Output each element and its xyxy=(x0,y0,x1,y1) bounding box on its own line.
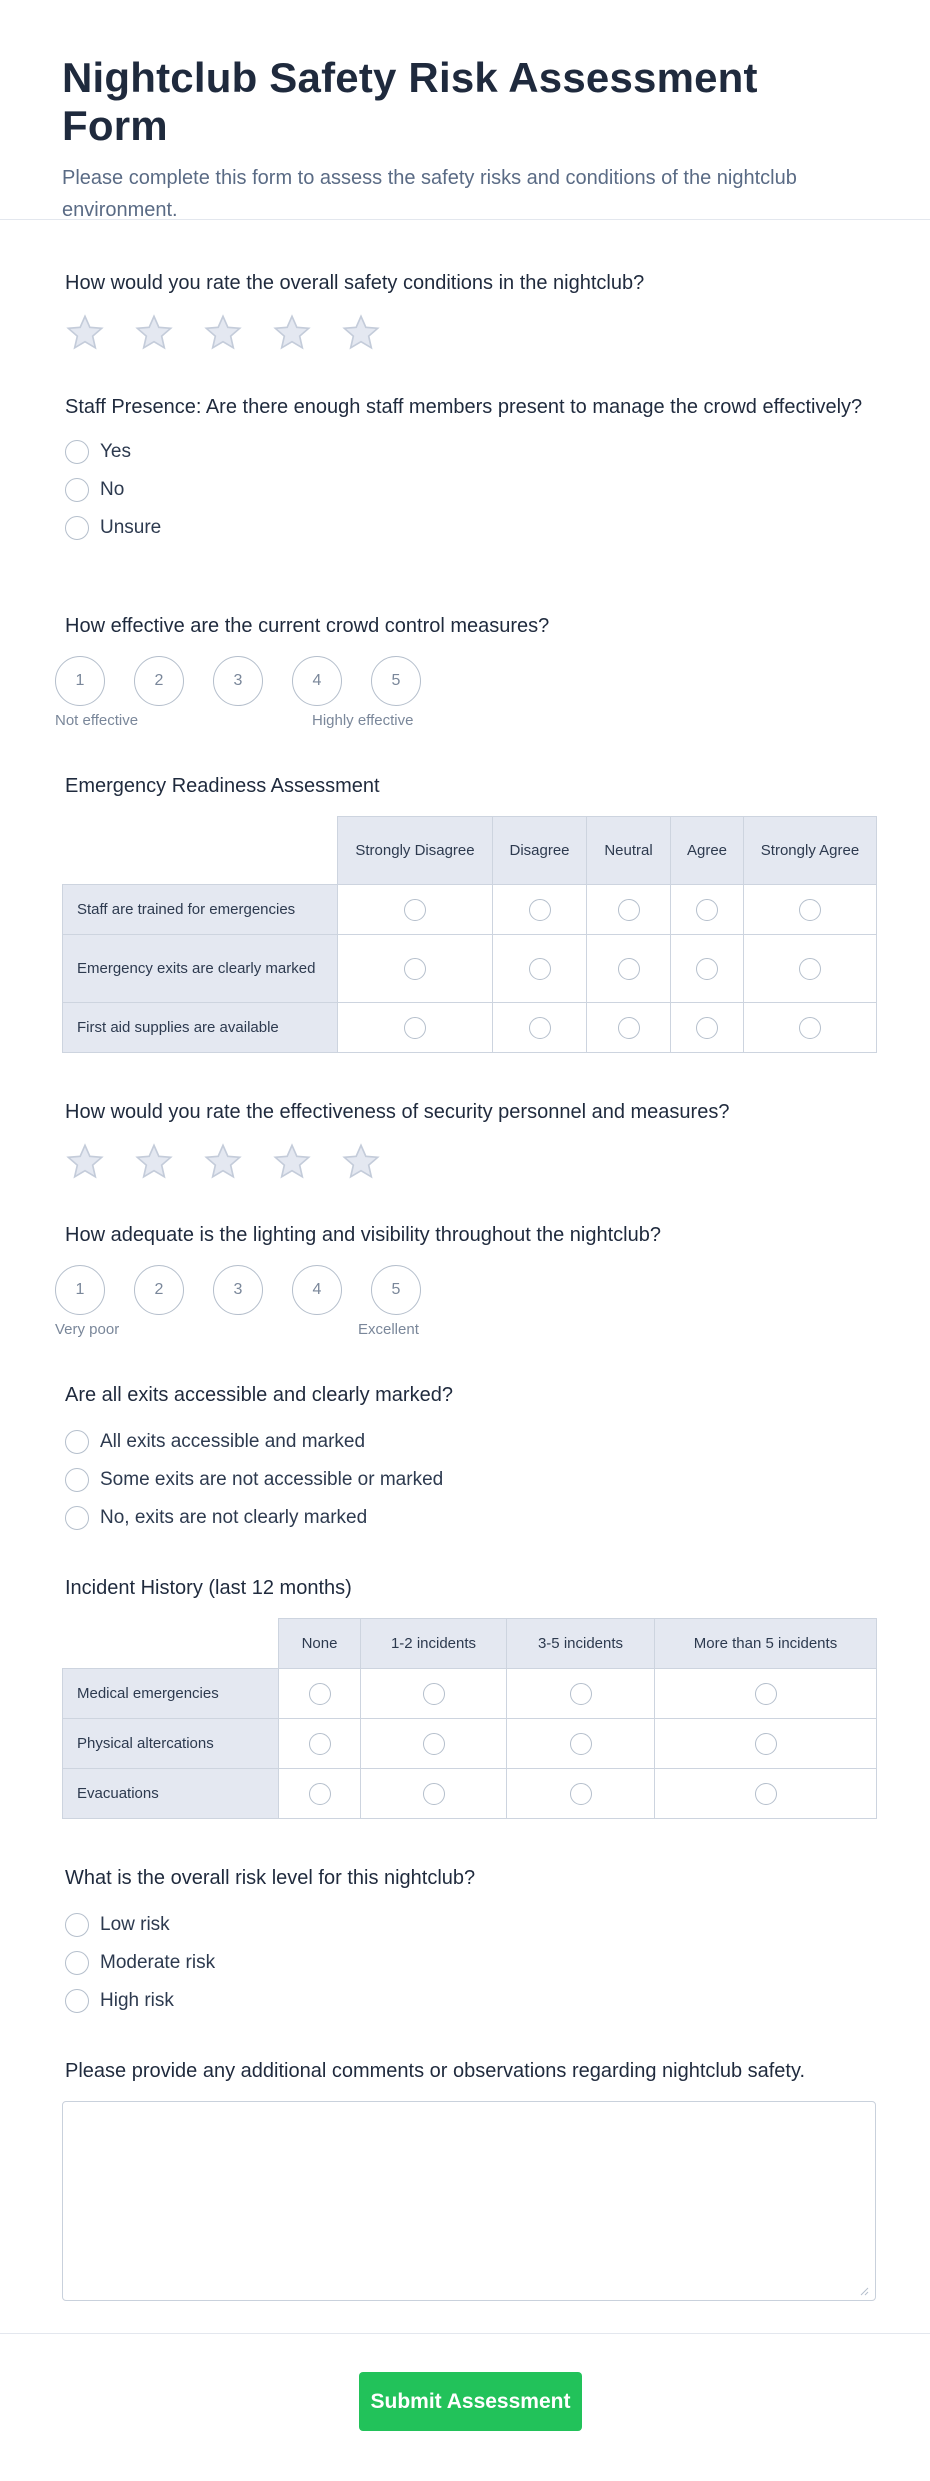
matrix-column-header: Agree xyxy=(671,817,744,885)
scale-option-5[interactable]: 5 xyxy=(371,656,421,706)
matrix-column-header: Disagree xyxy=(493,817,587,885)
matrix-radio[interactable] xyxy=(309,1783,331,1805)
radio-label: No xyxy=(100,479,125,500)
matrix-radio[interactable] xyxy=(309,1683,331,1705)
scale-high-label: Highly effective xyxy=(312,712,414,729)
radio-option-high-risk[interactable] xyxy=(65,1982,475,2020)
matrix-radio[interactable] xyxy=(618,899,640,921)
radio-label: No, exits are not clearly marked xyxy=(100,1507,368,1528)
scale-option-1[interactable]: 1 xyxy=(55,1265,105,1315)
form-description: Please complete this form to assess the safety risks and conditions of the nightclub environment. xyxy=(62,167,797,221)
star-icon[interactable] xyxy=(65,313,105,353)
scale-rating xyxy=(55,1265,455,1355)
matrix-radio[interactable] xyxy=(404,958,426,980)
star-icon[interactable] xyxy=(341,313,381,353)
radio-label: Some exits are not accessible or marked xyxy=(100,1469,444,1490)
scale-option-5[interactable]: 5 xyxy=(371,1265,421,1315)
matrix-radio[interactable] xyxy=(570,1733,592,1755)
radio-button[interactable] xyxy=(65,1989,89,2013)
scale-option-4[interactable]: 4 xyxy=(292,1265,342,1315)
radio-button[interactable] xyxy=(65,1430,89,1454)
question-label: Staff Presence: Are there enough staff members present to manage the crowd effectively? xyxy=(65,396,863,418)
form-header xyxy=(0,0,930,220)
question-incident-history xyxy=(62,1575,877,1819)
radio-option-unsure[interactable] xyxy=(65,509,865,547)
question-label: How would you rate the effectiveness of security personnel and measures? xyxy=(65,1101,730,1123)
matrix-radio[interactable] xyxy=(529,958,551,980)
radio-label: Moderate risk xyxy=(100,1952,216,1973)
scale-option-2[interactable]: 2 xyxy=(134,1265,184,1315)
matrix-column-header: Strongly Disagree xyxy=(338,817,493,885)
radio-option-no[interactable] xyxy=(65,471,865,509)
scale-option-2[interactable]: 2 xyxy=(134,656,184,706)
question-emergency-readiness xyxy=(62,773,877,1053)
star-rating xyxy=(65,313,644,353)
matrix-radio[interactable] xyxy=(423,1783,445,1805)
matrix-column-header: 3-5 incidents xyxy=(507,1619,655,1669)
star-icon[interactable] xyxy=(272,313,312,353)
matrix-column-header: Strongly Agree xyxy=(744,817,877,885)
matrix-column-header: More than 5 incidents xyxy=(655,1619,877,1669)
star-icon[interactable] xyxy=(272,1142,312,1182)
matrix-radio[interactable] xyxy=(529,1017,551,1039)
star-icon[interactable] xyxy=(203,1142,243,1182)
star-icon[interactable] xyxy=(65,1142,105,1182)
resize-grip-icon[interactable] xyxy=(859,2286,869,2296)
matrix-radio[interactable] xyxy=(799,899,821,921)
scale-low-label: Not effective xyxy=(55,712,139,729)
matrix-incident-history xyxy=(62,1618,877,1819)
matrix-row xyxy=(63,1003,877,1053)
matrix-radio[interactable] xyxy=(696,1017,718,1039)
question-security-effectiveness xyxy=(65,1099,729,1182)
matrix-radio[interactable] xyxy=(696,958,718,980)
radio-option-some-exits[interactable] xyxy=(65,1461,453,1499)
question-label: Please provide any additional comments or observations regarding nightclub safety. xyxy=(65,2060,806,2082)
form-footer xyxy=(0,2333,930,2481)
matrix-row-label: Physical altercations xyxy=(63,1719,279,1769)
scale-option-3[interactable]: 3 xyxy=(213,1265,263,1315)
question-label: Emergency Readiness Assessment xyxy=(65,775,380,797)
star-rating xyxy=(65,1142,729,1182)
scale-option-4[interactable]: 4 xyxy=(292,656,342,706)
radio-label: High risk xyxy=(100,1990,174,2011)
matrix-radio[interactable] xyxy=(755,1683,777,1705)
star-icon[interactable] xyxy=(134,1142,174,1182)
matrix-row-label: Emergency exits are clearly marked xyxy=(63,935,338,1003)
matrix-radio[interactable] xyxy=(799,1017,821,1039)
question-label: Incident History (last 12 months) xyxy=(65,1577,352,1599)
matrix-radio[interactable] xyxy=(404,899,426,921)
radio-option-low-risk[interactable] xyxy=(65,1906,475,1944)
radio-button[interactable] xyxy=(65,478,89,502)
radio-label: Unsure xyxy=(100,517,162,538)
star-icon[interactable] xyxy=(203,313,243,353)
matrix-column-header: None xyxy=(279,1619,361,1669)
matrix-row-label: First aid supplies are available xyxy=(63,1003,338,1053)
scale-rating xyxy=(55,656,455,746)
matrix-radio[interactable] xyxy=(309,1733,331,1755)
radio-button[interactable] xyxy=(65,1468,89,1492)
question-label: How adequate is the lighting and visibility throughout the nightclub? xyxy=(65,1224,661,1246)
matrix-row xyxy=(63,1669,877,1719)
radio-button[interactable] xyxy=(65,1913,89,1937)
matrix-radio[interactable] xyxy=(570,1783,592,1805)
submit-button[interactable]: Submit Assessment xyxy=(359,2372,582,2431)
question-staff-presence xyxy=(65,394,865,547)
matrix-radio[interactable] xyxy=(423,1733,445,1755)
matrix-row-label: Staff are trained for emergencies xyxy=(63,885,338,935)
form-title: Nightclub Safety Risk Assessment Form xyxy=(62,54,758,149)
matrix-radio[interactable] xyxy=(618,1017,640,1039)
matrix-radio[interactable] xyxy=(755,1733,777,1755)
radio-label: All exits accessible and marked xyxy=(100,1431,366,1452)
question-lighting-visibility xyxy=(55,1222,661,1355)
radio-label: Yes xyxy=(100,441,131,462)
matrix-radio[interactable] xyxy=(696,899,718,921)
matrix-radio[interactable] xyxy=(529,899,551,921)
question-overall-risk xyxy=(65,1865,475,2020)
question-label: How would you rate the overall safety conditions in the nightclub? xyxy=(65,272,645,294)
matrix-row-label: Evacuations xyxy=(63,1769,279,1819)
matrix-column-header: 1-2 incidents xyxy=(361,1619,507,1669)
star-icon[interactable] xyxy=(341,1142,381,1182)
matrix-row xyxy=(63,1719,877,1769)
radio-button[interactable] xyxy=(65,1951,89,1975)
question-label: What is the overall risk level for this nightclub? xyxy=(65,1867,476,1889)
matrix-radio[interactable] xyxy=(423,1683,445,1705)
matrix-radio[interactable] xyxy=(799,958,821,980)
scale-option-1[interactable]: 1 xyxy=(55,656,105,706)
radio-label: Low risk xyxy=(100,1914,170,1935)
question-crowd-control xyxy=(55,613,549,746)
matrix-row-label: Medical emergencies xyxy=(63,1669,279,1719)
radio-option-all-exits[interactable] xyxy=(65,1423,453,1461)
radio-button[interactable] xyxy=(65,516,89,540)
matrix-row xyxy=(63,935,877,1003)
radio-option-yes[interactable] xyxy=(65,433,865,471)
matrix-radio[interactable] xyxy=(570,1683,592,1705)
radio-option-no-exits[interactable] xyxy=(65,1499,453,1537)
radio-option-moderate-risk[interactable] xyxy=(65,1944,475,1982)
question-exits-accessible xyxy=(65,1382,453,1537)
radio-button[interactable] xyxy=(65,440,89,464)
matrix-row xyxy=(63,1769,877,1819)
matrix-column-header: Neutral xyxy=(587,817,671,885)
matrix-radio[interactable] xyxy=(618,958,640,980)
star-icon[interactable] xyxy=(134,313,174,353)
matrix-radio[interactable] xyxy=(755,1783,777,1805)
scale-high-label: Excellent xyxy=(358,1321,419,1338)
radio-button[interactable] xyxy=(65,1506,89,1530)
question-overall-safety xyxy=(65,270,644,353)
matrix-row xyxy=(63,885,877,935)
matrix-radio[interactable] xyxy=(404,1017,426,1039)
matrix-emergency-readiness xyxy=(62,816,877,1053)
scale-option-3[interactable]: 3 xyxy=(213,656,263,706)
scale-low-label: Very poor xyxy=(55,1321,120,1338)
question-additional-comments xyxy=(62,2058,876,2301)
question-label: Are all exits accessible and clearly marked? xyxy=(65,1384,453,1406)
comments-textarea[interactable] xyxy=(62,2101,876,2301)
question-label: How effective are the current crowd control measures? xyxy=(65,615,550,637)
